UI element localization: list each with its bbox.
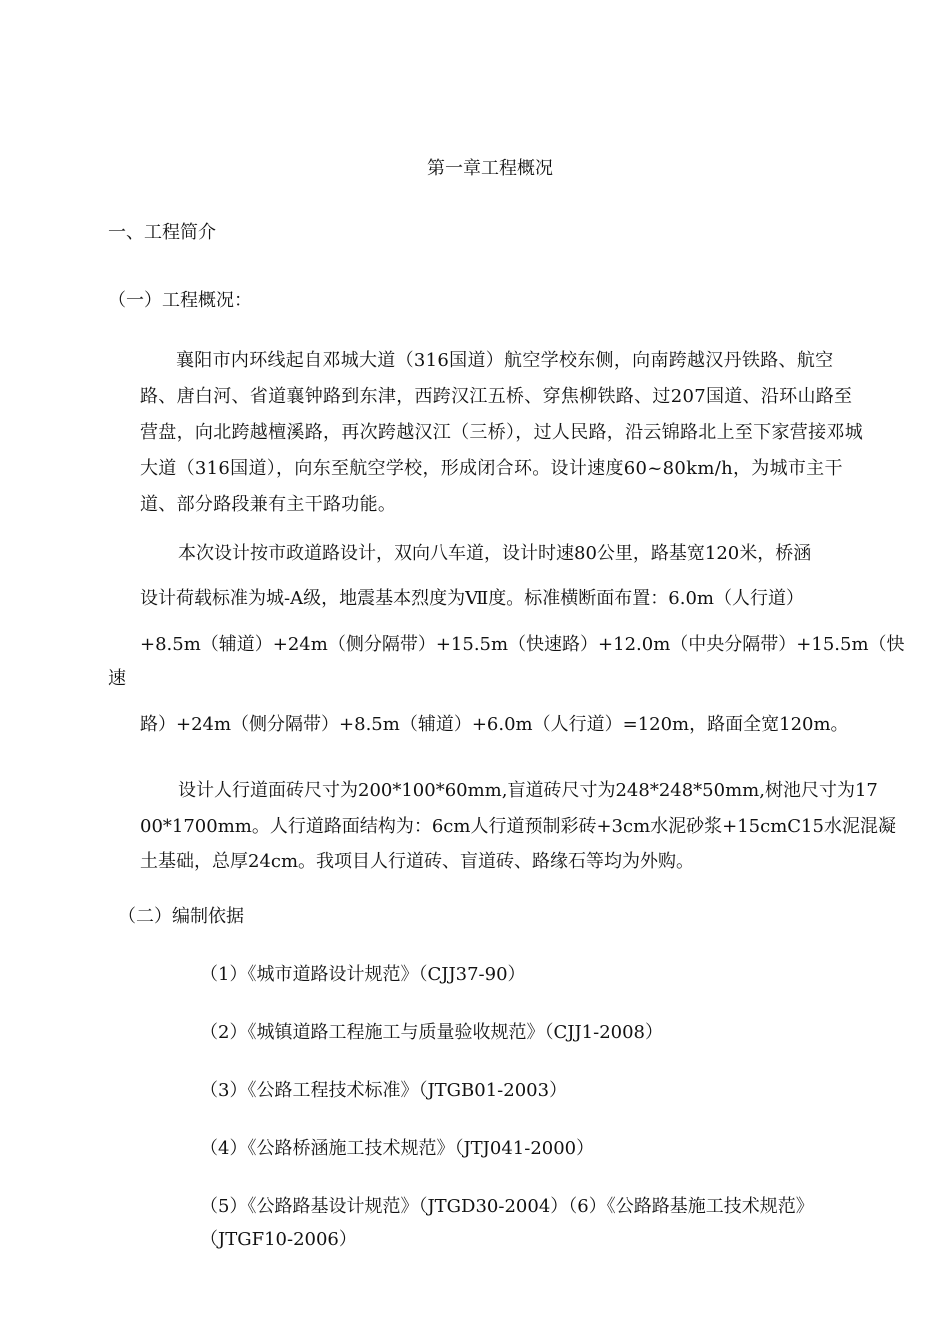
reference-item: （JTGF10-2006） — [200, 1229, 357, 1250]
paving-paragraph-line: 设计人行道面砖尺寸为200*100*60mm,盲道砖尺寸为248*248*50mm,树池尺寸为17 — [178, 780, 878, 801]
overview-paragraph: 襄阳市内环线起自邓城大道（316国道）航空学校东侧，向南跨越汉丹铁路、航空路、唐白河、省道襄钟路到东津，西跨汉江五桥、穿焦柳铁路、过207国道、沿环山路至营盘，向北跨越檀溪路，再次跨越汉江（三桥），过人民路，沿云锦路北上至下家营接邓城大道（316国道），向东至航空学校，形成闭合环。设计速度60~80km/h，为城市主干道、部分路段兼有主干路功能。 — [140, 350, 863, 515]
paving-paragraph-line: 00*1700mm。人行道路面结构为：6cm人行道预制彩砖+3cm水泥砂浆+15cmC15水泥混凝 — [140, 816, 896, 837]
reference-item: （4）《公路桥涵施工技术规范》（JTJ041-2000） — [200, 1138, 595, 1159]
subsection-heading-basis: （二）编制依据 — [118, 906, 244, 927]
design-paragraph-line: 设计荷载标准为城-A级，地震基本烈度为Ⅶ度。标准横断面布置：6.0m（人行道） — [140, 588, 805, 609]
design-paragraph-line: 速 — [108, 668, 126, 689]
reference-item: （5）《公路路基设计规范》（JTGD30-2004）（6）《公路路基施工技术规范》 — [200, 1196, 814, 1217]
reference-item: （2）《城镇道路工程施工与质量验收规范》（CJJ1-2008） — [200, 1022, 663, 1043]
subsection-heading-overview: （一）工程概况： — [108, 290, 252, 311]
design-paragraph-line: +8.5m（辅道）+24m（侧分隔带）+15.5m（快速路）+12.0m（中央分隔带）+15.5m（快 — [140, 634, 905, 655]
design-paragraph-line: 路）+24m（侧分隔带）+8.5m（辅道）+6.0m（人行道）=120m，路面全宽120m。 — [140, 714, 849, 735]
chapter-title: 第一章工程概况 — [427, 158, 553, 179]
reference-item: （1）《城市道路设计规范》（CJJ37-90） — [200, 964, 526, 985]
section-heading-intro: 一、工程简介 — [108, 222, 216, 243]
reference-item: （3）《公路工程技术标准》（JTGB01-2003） — [200, 1080, 568, 1101]
design-paragraph-line: 本次设计按市政道路设计，双向八车道，设计时速80公里，路基宽120米，桥涵 — [178, 543, 812, 564]
paving-paragraph-line: 土基础，总厚24cm。我项目人行道砖、盲道砖、路缘石等均为外购。 — [140, 851, 695, 872]
